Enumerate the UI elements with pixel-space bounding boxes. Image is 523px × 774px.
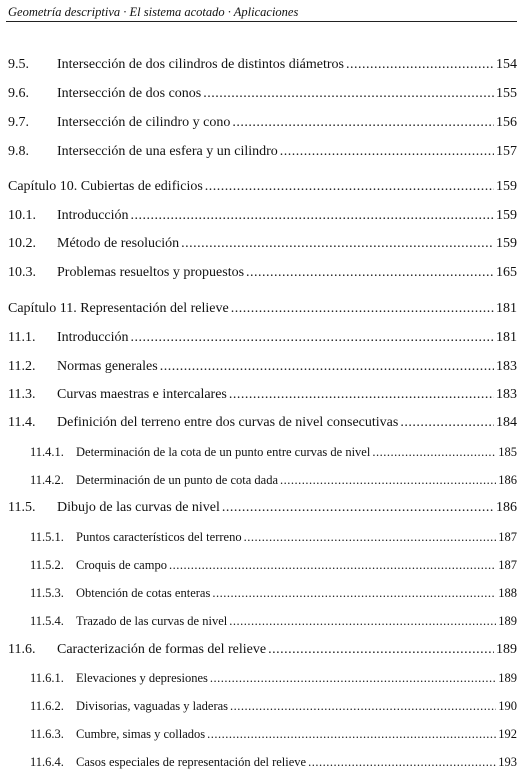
dot-leader [205, 178, 494, 196]
page-number: 187 [498, 530, 517, 544]
page-number: 181 [496, 330, 517, 345]
page-number: 186 [498, 473, 517, 487]
section-number: 11.4.2. [30, 473, 64, 487]
page-number: 188 [498, 586, 517, 600]
section-number: 10.2. [8, 236, 36, 251]
section-title: Obtención de cotas enteras [76, 586, 211, 600]
toc-subentry [0, 610, 523, 630]
page-number: 156 [496, 115, 517, 130]
page-number: 193 [498, 755, 517, 769]
dot-leader [203, 85, 494, 103]
dot-leader [131, 329, 494, 347]
dot-leader [280, 471, 496, 489]
section-title: Caracterización de formas del relieve [57, 642, 267, 657]
section-title: Introducción [57, 208, 129, 223]
dot-leader [229, 386, 494, 404]
section-title: Definición del terreno entre dos curvas de nivel consecutivas [57, 415, 399, 430]
section-title: Problemas resueltos y propuestos [57, 265, 245, 280]
toc-subentry [0, 667, 523, 687]
toc-entry [0, 412, 523, 432]
page-number: 159 [496, 236, 517, 251]
toc-entry [0, 54, 523, 74]
page-number: 190 [498, 699, 517, 713]
section-title: Puntos característicos del terreno [76, 530, 242, 544]
page-number: 184 [496, 415, 517, 430]
dot-leader [231, 300, 494, 318]
section-number: 11.6.4. [30, 755, 64, 769]
page-number: 186 [496, 500, 517, 515]
dot-leader [400, 414, 494, 432]
section-number: 9.6. [8, 86, 29, 101]
toc-entry [0, 356, 523, 376]
section-number: 11.6.3. [30, 727, 64, 741]
section-number: 9.8. [8, 144, 29, 159]
section-number: 11.5.2. [30, 558, 64, 572]
section-number: 11.4. [8, 415, 36, 430]
page-number: 154 [496, 57, 517, 72]
page-number: 192 [498, 727, 517, 741]
dot-leader [222, 499, 494, 517]
dot-leader [280, 143, 494, 161]
section-number: 11.2. [8, 359, 36, 374]
page-number: 189 [496, 642, 517, 657]
section-number: 11.4.1. [30, 445, 64, 459]
toc-entry [0, 233, 523, 253]
dot-leader [169, 556, 496, 574]
section-title: Intersección de dos cilindros de distintos diámetros [57, 57, 344, 72]
toc-subentry [0, 441, 523, 461]
toc-entry [0, 497, 523, 517]
toc-entry [0, 262, 523, 282]
page-number: 189 [498, 614, 517, 628]
toc-entry [0, 639, 523, 659]
section-title: Método de resolución [57, 236, 180, 251]
dot-leader [246, 264, 494, 282]
page-number: 159 [496, 208, 517, 223]
section-title: Normas generales [57, 359, 158, 374]
dot-leader [207, 725, 496, 743]
toc-subentry [0, 526, 523, 546]
section-number: 11.6.2. [30, 699, 64, 713]
dot-leader [372, 443, 496, 461]
section-number: 11.1. [8, 330, 36, 345]
section-number: 9.7. [8, 115, 29, 130]
section-number: 9.5. [8, 57, 29, 72]
dot-leader [346, 56, 494, 74]
page-number: 187 [498, 558, 517, 572]
dot-leader [131, 207, 494, 225]
running-header: Geometría descriptiva · El sistema acotado · Aplicaciones [8, 5, 299, 19]
chapter-title: Capítulo 11. Representación del relieve [8, 301, 229, 316]
dot-leader [229, 612, 496, 630]
toc-subentry [0, 751, 523, 771]
page-number: 155 [496, 86, 517, 101]
dot-leader [230, 697, 496, 715]
section-title: Determinación de un punto de cota dada [76, 473, 279, 487]
toc-entry [0, 141, 523, 161]
page-number: 157 [496, 144, 517, 159]
section-title: Introducción [57, 330, 129, 345]
dot-leader [244, 528, 497, 546]
section-title: Divisorias, vaguadas y laderas [76, 699, 229, 713]
section-number: 11.6. [8, 642, 36, 657]
toc-subentry [0, 554, 523, 574]
page-number: 183 [496, 359, 517, 374]
section-number: 11.6.1. [30, 671, 64, 685]
section-number: 11.5.4. [30, 614, 64, 628]
section-number: 11.3. [8, 387, 36, 402]
section-title: Cumbre, simas y collados [76, 727, 206, 741]
section-title: Intersección de dos conos [57, 86, 202, 101]
page-number: 189 [498, 671, 517, 685]
section-number: 11.5. [8, 500, 36, 515]
section-title: Croquis de campo [76, 558, 167, 572]
page-number: 181 [496, 301, 517, 316]
dot-leader [268, 641, 494, 659]
page-number: 185 [498, 445, 517, 459]
toc-subentry [0, 695, 523, 715]
section-title: Curvas maestras e intercalares [57, 387, 227, 402]
dot-leader [308, 753, 496, 771]
page-number: 159 [496, 179, 517, 194]
section-title: Elevaciones y depresiones [76, 671, 208, 685]
section-number: 10.1. [8, 208, 36, 223]
page-number: 165 [496, 265, 517, 280]
section-title: Intersección de una esfera y un cilindro [57, 144, 278, 159]
toc-subentry [0, 582, 523, 602]
section-title: Determinación de la cota de un punto entre curvas de nivel [76, 445, 371, 459]
section-title: Dibujo de las curvas de nivel [57, 500, 220, 515]
toc-subentry [0, 469, 523, 489]
section-number: 10.3. [8, 265, 36, 280]
toc-entry [0, 112, 523, 132]
chapter-title: Capítulo 10. Cubiertas de edificios [8, 179, 203, 194]
toc-entry [0, 205, 523, 225]
toc-subentry [0, 723, 523, 743]
page-number: 183 [496, 387, 517, 402]
dot-leader [212, 584, 496, 602]
toc-chapter-entry [0, 298, 523, 318]
toc-chapter-entry [0, 176, 523, 196]
section-number: 11.5.1. [30, 530, 64, 544]
toc-entry [0, 83, 523, 103]
dot-leader [232, 114, 494, 132]
section-title: Intersección de cilindro y cono [57, 115, 231, 130]
toc-entry [0, 384, 523, 404]
dot-leader [181, 235, 494, 253]
section-title: Casos especiales de representación del relieve [76, 755, 307, 769]
dot-leader [210, 669, 496, 687]
dot-leader [160, 358, 494, 376]
section-number: 11.5.3. [30, 586, 64, 600]
toc-entry [0, 327, 523, 347]
section-title: Trazado de las curvas de nivel [76, 614, 228, 628]
